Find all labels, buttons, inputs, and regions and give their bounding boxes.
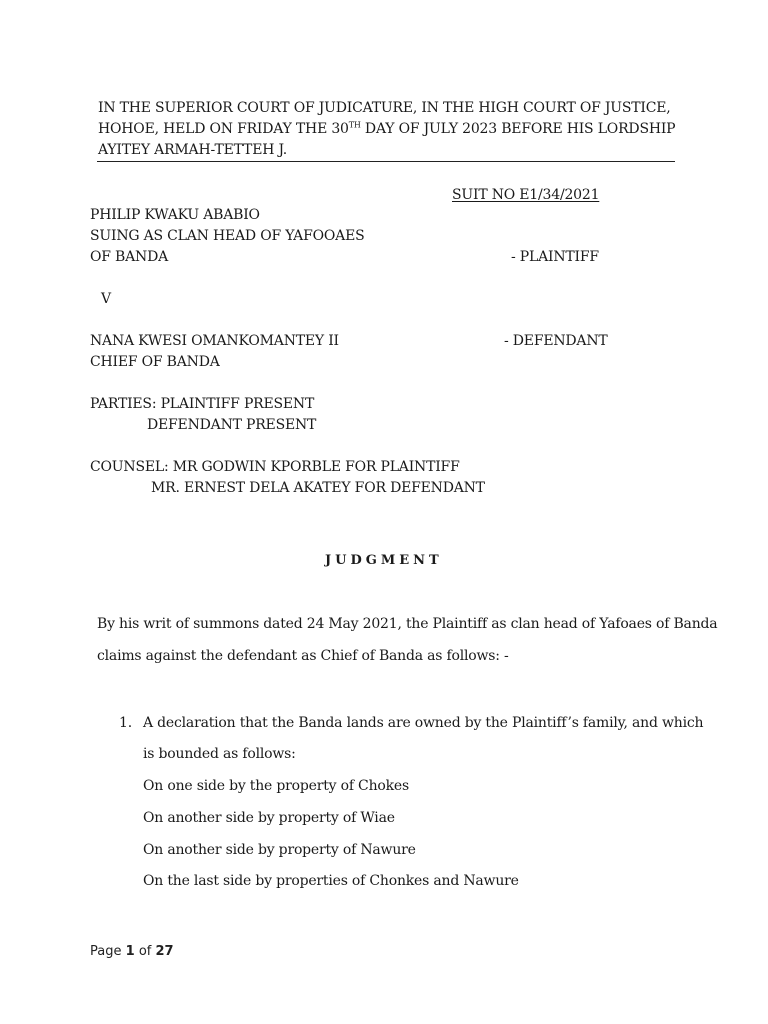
parties-line-2: DEFENDANT PRESENT <box>147 417 317 433</box>
page-footer <box>90 944 174 959</box>
versus-label: V <box>101 291 111 307</box>
court-header-line-1: IN THE SUPERIOR COURT OF JUDICATURE, IN THE HIGH COURT OF JUSTICE, <box>98 100 671 116</box>
court-header-line-3: AYITEY ARMAH-TETTEH J. <box>98 142 288 158</box>
court-header-line-2-start: HOHOE, HELD ON FRIDAY THE 30 <box>98 121 349 137</box>
counsel-line-2: MR. ERNEST DELA AKATEY FOR DEFENDANT <box>151 480 485 496</box>
of-word: of <box>138 944 152 959</box>
boundary-line-3: On another side by property of Nawure <box>143 842 416 858</box>
court-header-line-2 <box>98 122 675 136</box>
defendant-role: - DEFENDANT <box>504 333 608 349</box>
claim-1-line-1: A declaration that the Banda lands are owned by the Plaintiff’s family, and which <box>143 715 704 731</box>
claim-1-line-2: is bounded as follows: <box>143 746 296 762</box>
list-item-number: 1. <box>119 715 132 731</box>
boundary-line-1: On one side by the property of Chokes <box>143 778 409 794</box>
page-total: 27 <box>155 944 174 959</box>
ordinal-suffix: TH <box>348 120 361 130</box>
defendant-name: NANA KWESI OMANKOMANTEY II <box>90 333 339 349</box>
plaintiff-capacity-line-2: OF BANDA <box>90 249 169 265</box>
intro-paragraph-line-2: claims against the defendant as Chief of Banda as follows: - <box>97 648 509 664</box>
boundary-line-4: On the last side by properties of Chonkes and Nawure <box>143 873 519 889</box>
judgment-heading: JUDGMENT <box>325 553 443 568</box>
intro-paragraph-line-1: By his writ of summons dated 24 May 2021, the Plaintiff as clan head of Yafoaes of Banda <box>97 616 718 632</box>
boundary-line-2: On another side by property of Wiae <box>143 810 395 826</box>
plaintiff-capacity-line-1: SUING AS CLAN HEAD OF YAFOOAES <box>90 228 365 244</box>
header-divider <box>97 161 675 162</box>
plaintiff-name: PHILIP KWAKU ABABIO <box>90 207 260 223</box>
parties-line-1: PARTIES: PLAINTIFF PRESENT <box>90 396 315 412</box>
court-header-line-2-end: DAY OF JULY 2023 BEFORE HIS LORDSHIP <box>360 121 676 137</box>
suit-number: SUIT NO E1/34/2021 <box>452 187 600 203</box>
plaintiff-role: - PLAINTIFF <box>511 249 599 265</box>
page-current: 1 <box>125 944 135 959</box>
defendant-title: CHIEF OF BANDA <box>90 354 220 370</box>
counsel-line-1: COUNSEL: MR GODWIN KPORBLE FOR PLAINTIFF <box>90 459 460 475</box>
page-word: Page <box>90 944 122 959</box>
